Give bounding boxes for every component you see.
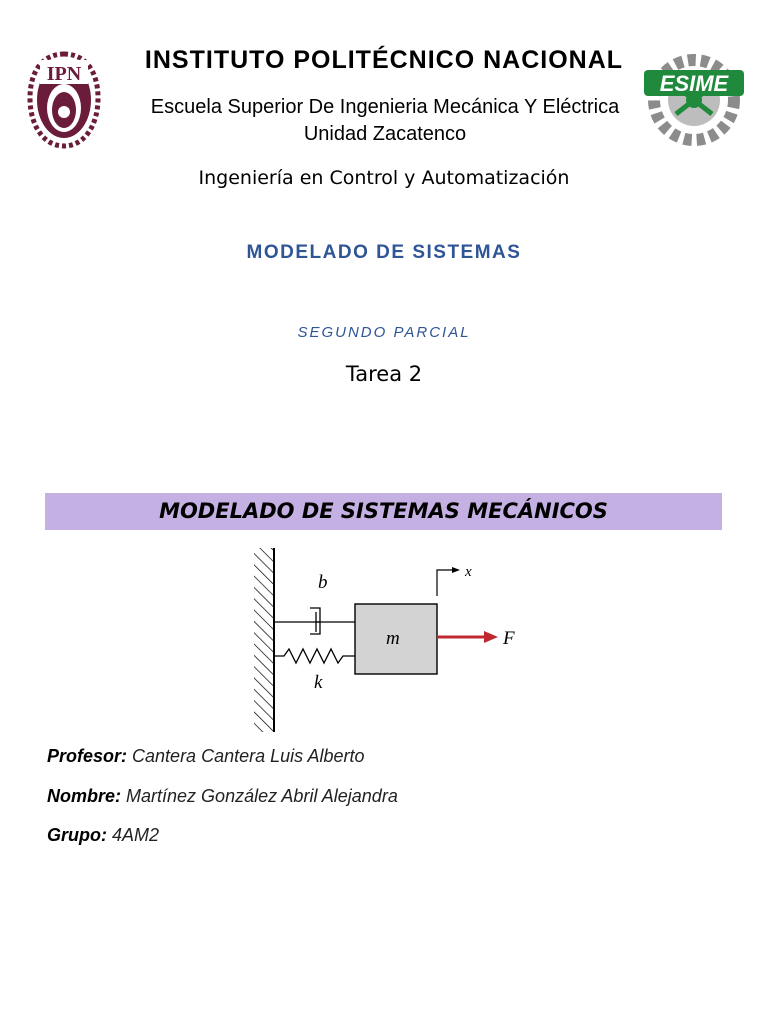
term-label: SEGUNDO PARCIAL bbox=[297, 324, 471, 341]
svg-text:ESIME: ESIME bbox=[659, 71, 729, 96]
group-value: 4AM2 bbox=[112, 825, 160, 845]
group-label: Grupo: bbox=[47, 825, 107, 845]
displacement-label: x bbox=[465, 564, 472, 580]
section-banner-title: MODELADO DE SISTEMAS MECÁNICOS bbox=[159, 499, 608, 523]
mass-label: m bbox=[386, 628, 400, 649]
force-label: F bbox=[503, 628, 515, 649]
assignment-title: Tarea 2 bbox=[345, 362, 423, 386]
school-name: Escuela Superior De Ingenieria Mecánica Y Eléctrica Unidad Zacatenco bbox=[150, 96, 620, 145]
displacement-indicator bbox=[437, 570, 452, 596]
program-name: Ingeniería en Control y Automatización bbox=[198, 167, 570, 189]
spring bbox=[274, 649, 355, 663]
spring-label: k bbox=[314, 672, 323, 693]
mass-spring-damper-diagram bbox=[240, 540, 530, 735]
professor-label: Profesor: bbox=[47, 746, 128, 766]
group-row bbox=[47, 825, 159, 846]
subject-title: MODELADO DE SISTEMAS bbox=[246, 242, 522, 263]
damper bbox=[274, 608, 355, 634]
professor-row bbox=[47, 746, 365, 767]
professor-value: Cantera Cantera Luis Alberto bbox=[132, 746, 365, 766]
name-row bbox=[47, 786, 398, 807]
wall-hatch bbox=[254, 548, 274, 732]
name-value: Martínez González Abril Alejandra bbox=[126, 786, 398, 806]
institution-title: INSTITUTO POLITÉCNICO NACIONAL bbox=[144, 46, 624, 74]
svg-text:IPN: IPN bbox=[46, 63, 82, 85]
damper-label: b bbox=[318, 572, 328, 593]
name-label: Nombre: bbox=[47, 786, 122, 806]
